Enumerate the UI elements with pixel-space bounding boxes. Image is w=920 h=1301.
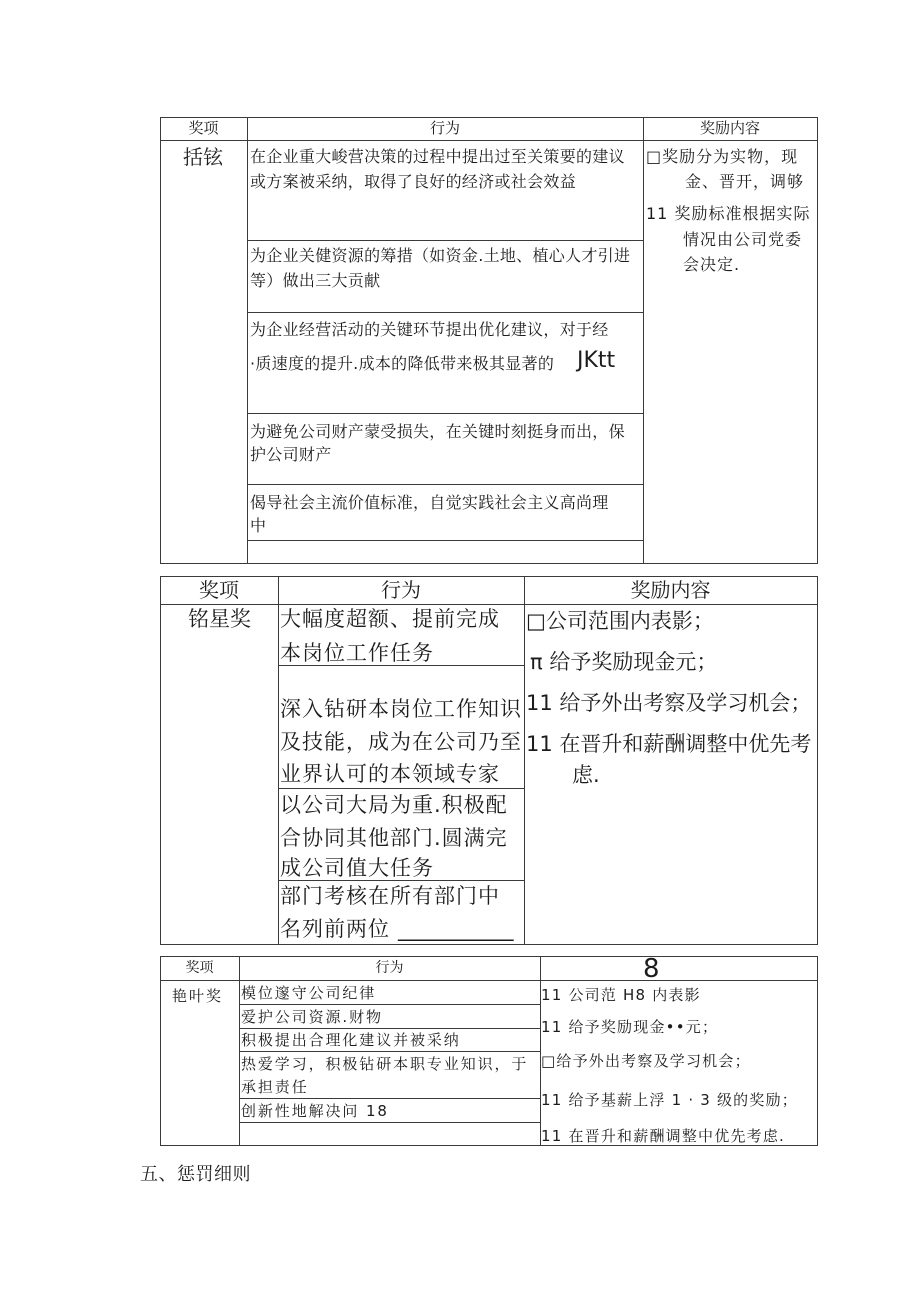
cell-divider	[239, 1122, 540, 1123]
behavior-line: 等）做出三大贡献	[250, 271, 381, 290]
header-behavior: 行为	[429, 119, 460, 137]
behavior-line: 为避免公司财产蒙受损失，在关键时刻挺身而出，保	[250, 422, 625, 441]
fill-blank: ___________	[398, 917, 514, 941]
reward-line: 11 给予外出考察及学习机会；	[526, 691, 812, 715]
table-border	[643, 117, 644, 564]
behavior-line: 本岗位工作任务	[280, 641, 434, 665]
cell-divider	[247, 540, 643, 541]
cell-divider	[239, 1051, 540, 1052]
behavior-line: 热爱学习，积极钻研本职专业知识，于	[241, 1055, 529, 1073]
table-border	[540, 956, 541, 1146]
reward-line: □公司范围内表影；	[526, 609, 714, 633]
behavior-line: 合协同其他部门.圆满完	[280, 826, 508, 850]
behavior-line: ·质速度的提升.成本的降低带来极其显著的	[250, 354, 555, 373]
behavior-line: 中	[250, 516, 267, 535]
table-border	[160, 604, 818, 605]
header-award: 奖项	[185, 960, 214, 976]
table-border	[817, 956, 818, 1146]
table-border	[160, 1145, 818, 1146]
reward-line: 11 在晋升和薪酬调整中优先考虑.	[541, 1127, 786, 1145]
section-heading: 五、惩罚细则	[140, 1164, 251, 1185]
behavior-line: 以公司大局为重.积极配	[280, 793, 508, 817]
behavior-line: 名列前两位	[280, 917, 390, 941]
award-name: 艳叶奖	[172, 987, 224, 1005]
header-reward: 奖励内容	[630, 578, 711, 602]
header-behavior: 行为	[381, 578, 421, 602]
table-border	[160, 117, 161, 564]
reward-line: □奖励分为实物，现	[646, 147, 799, 166]
table-border	[160, 956, 161, 1146]
behavior-line: 深入钻研本岗位工作知识	[280, 697, 522, 721]
reward-line: 会决定.	[683, 255, 741, 274]
cell-divider	[239, 1028, 540, 1029]
table-border	[160, 117, 818, 118]
header-award: 奖项	[188, 119, 219, 137]
table-border	[817, 117, 818, 564]
cell-divider	[239, 1004, 540, 1005]
behavior-line: 部门考核在所有部门中	[280, 884, 500, 908]
table-border	[247, 117, 248, 564]
behavior-line: 为企业经营活动的关键环节提出优化建议，对于经	[250, 320, 609, 339]
cell-divider	[247, 240, 643, 241]
cell-divider	[247, 484, 643, 485]
cell-divider	[247, 312, 643, 313]
behavior-line: 爱护公司资源.财物	[241, 1008, 383, 1026]
behavior-line: 护公司财产	[250, 445, 332, 464]
header-award: 奖项	[199, 578, 239, 602]
cell-divider	[247, 413, 643, 414]
award-name: 括铉	[183, 145, 223, 169]
reward-line: 11 给予基薪上浮 1 · 3 级的奖励；	[541, 1091, 798, 1109]
table-border	[160, 956, 818, 957]
behavior-line: 业界认可的本领域专家	[280, 762, 500, 786]
behavior-line: 创新性地解决问 18	[241, 1102, 389, 1120]
reward-line: 11 奖励标准根据实际	[646, 204, 811, 223]
behavior-line: 模位邃守公司纪律	[241, 984, 377, 1002]
reward-line: 11 在晋升和薪酬调整中优先考	[526, 732, 812, 756]
reward-line: 虑.	[572, 763, 600, 787]
award-name: 铭星奖	[188, 607, 251, 631]
reward-line: 金、晋开，调够	[685, 172, 805, 191]
behavior-line: 承担责任	[241, 1078, 309, 1096]
behavior-line: 积极提出合理化建议并被采纳	[241, 1031, 461, 1049]
table-border	[160, 576, 161, 945]
reward-line: 情况由公司党委	[683, 230, 803, 249]
table-border	[278, 576, 279, 945]
cell-divider	[239, 1098, 540, 1099]
table-border	[160, 576, 818, 577]
behavior-line: 及技能，成为在公司乃至	[280, 730, 522, 754]
header-reward: 8	[643, 954, 660, 984]
header-reward: 奖励内容	[699, 119, 760, 137]
table-border	[160, 140, 818, 141]
behavior-line: 在企业重大峻营决策的过程中提出过至关策要的建议	[250, 147, 625, 166]
reward-line: π 给予奖励现金元；	[530, 650, 718, 674]
behavior-line: 偈导社会主流价值标准，自觉实践社会主义高尚理	[250, 493, 609, 512]
behavior-line: 成公司值大任务	[280, 856, 434, 880]
reward-line: □给予外出考察及学习机会；	[541, 1052, 751, 1070]
cell-divider	[278, 788, 524, 789]
behavior-line: 为企业关健资源的筹措（如资金.土地、植心人才引进	[250, 246, 631, 265]
table-border	[524, 576, 525, 945]
behavior-line: 或方案被采纳，取得了良好的经济或社会效益	[250, 172, 577, 191]
table-border	[160, 563, 818, 564]
behavior-line-tail: JKtt	[577, 348, 616, 373]
table-border	[817, 576, 818, 945]
behavior-line: 大幅度超额、提前完成	[280, 607, 500, 631]
reward-line: 11 公司范 H8 内表影	[541, 986, 701, 1004]
header-behavior: 行为	[375, 960, 404, 976]
table-border	[160, 980, 818, 981]
table-border	[160, 944, 818, 945]
reward-line: 11 给予奖励现金••元；	[541, 1018, 719, 1036]
